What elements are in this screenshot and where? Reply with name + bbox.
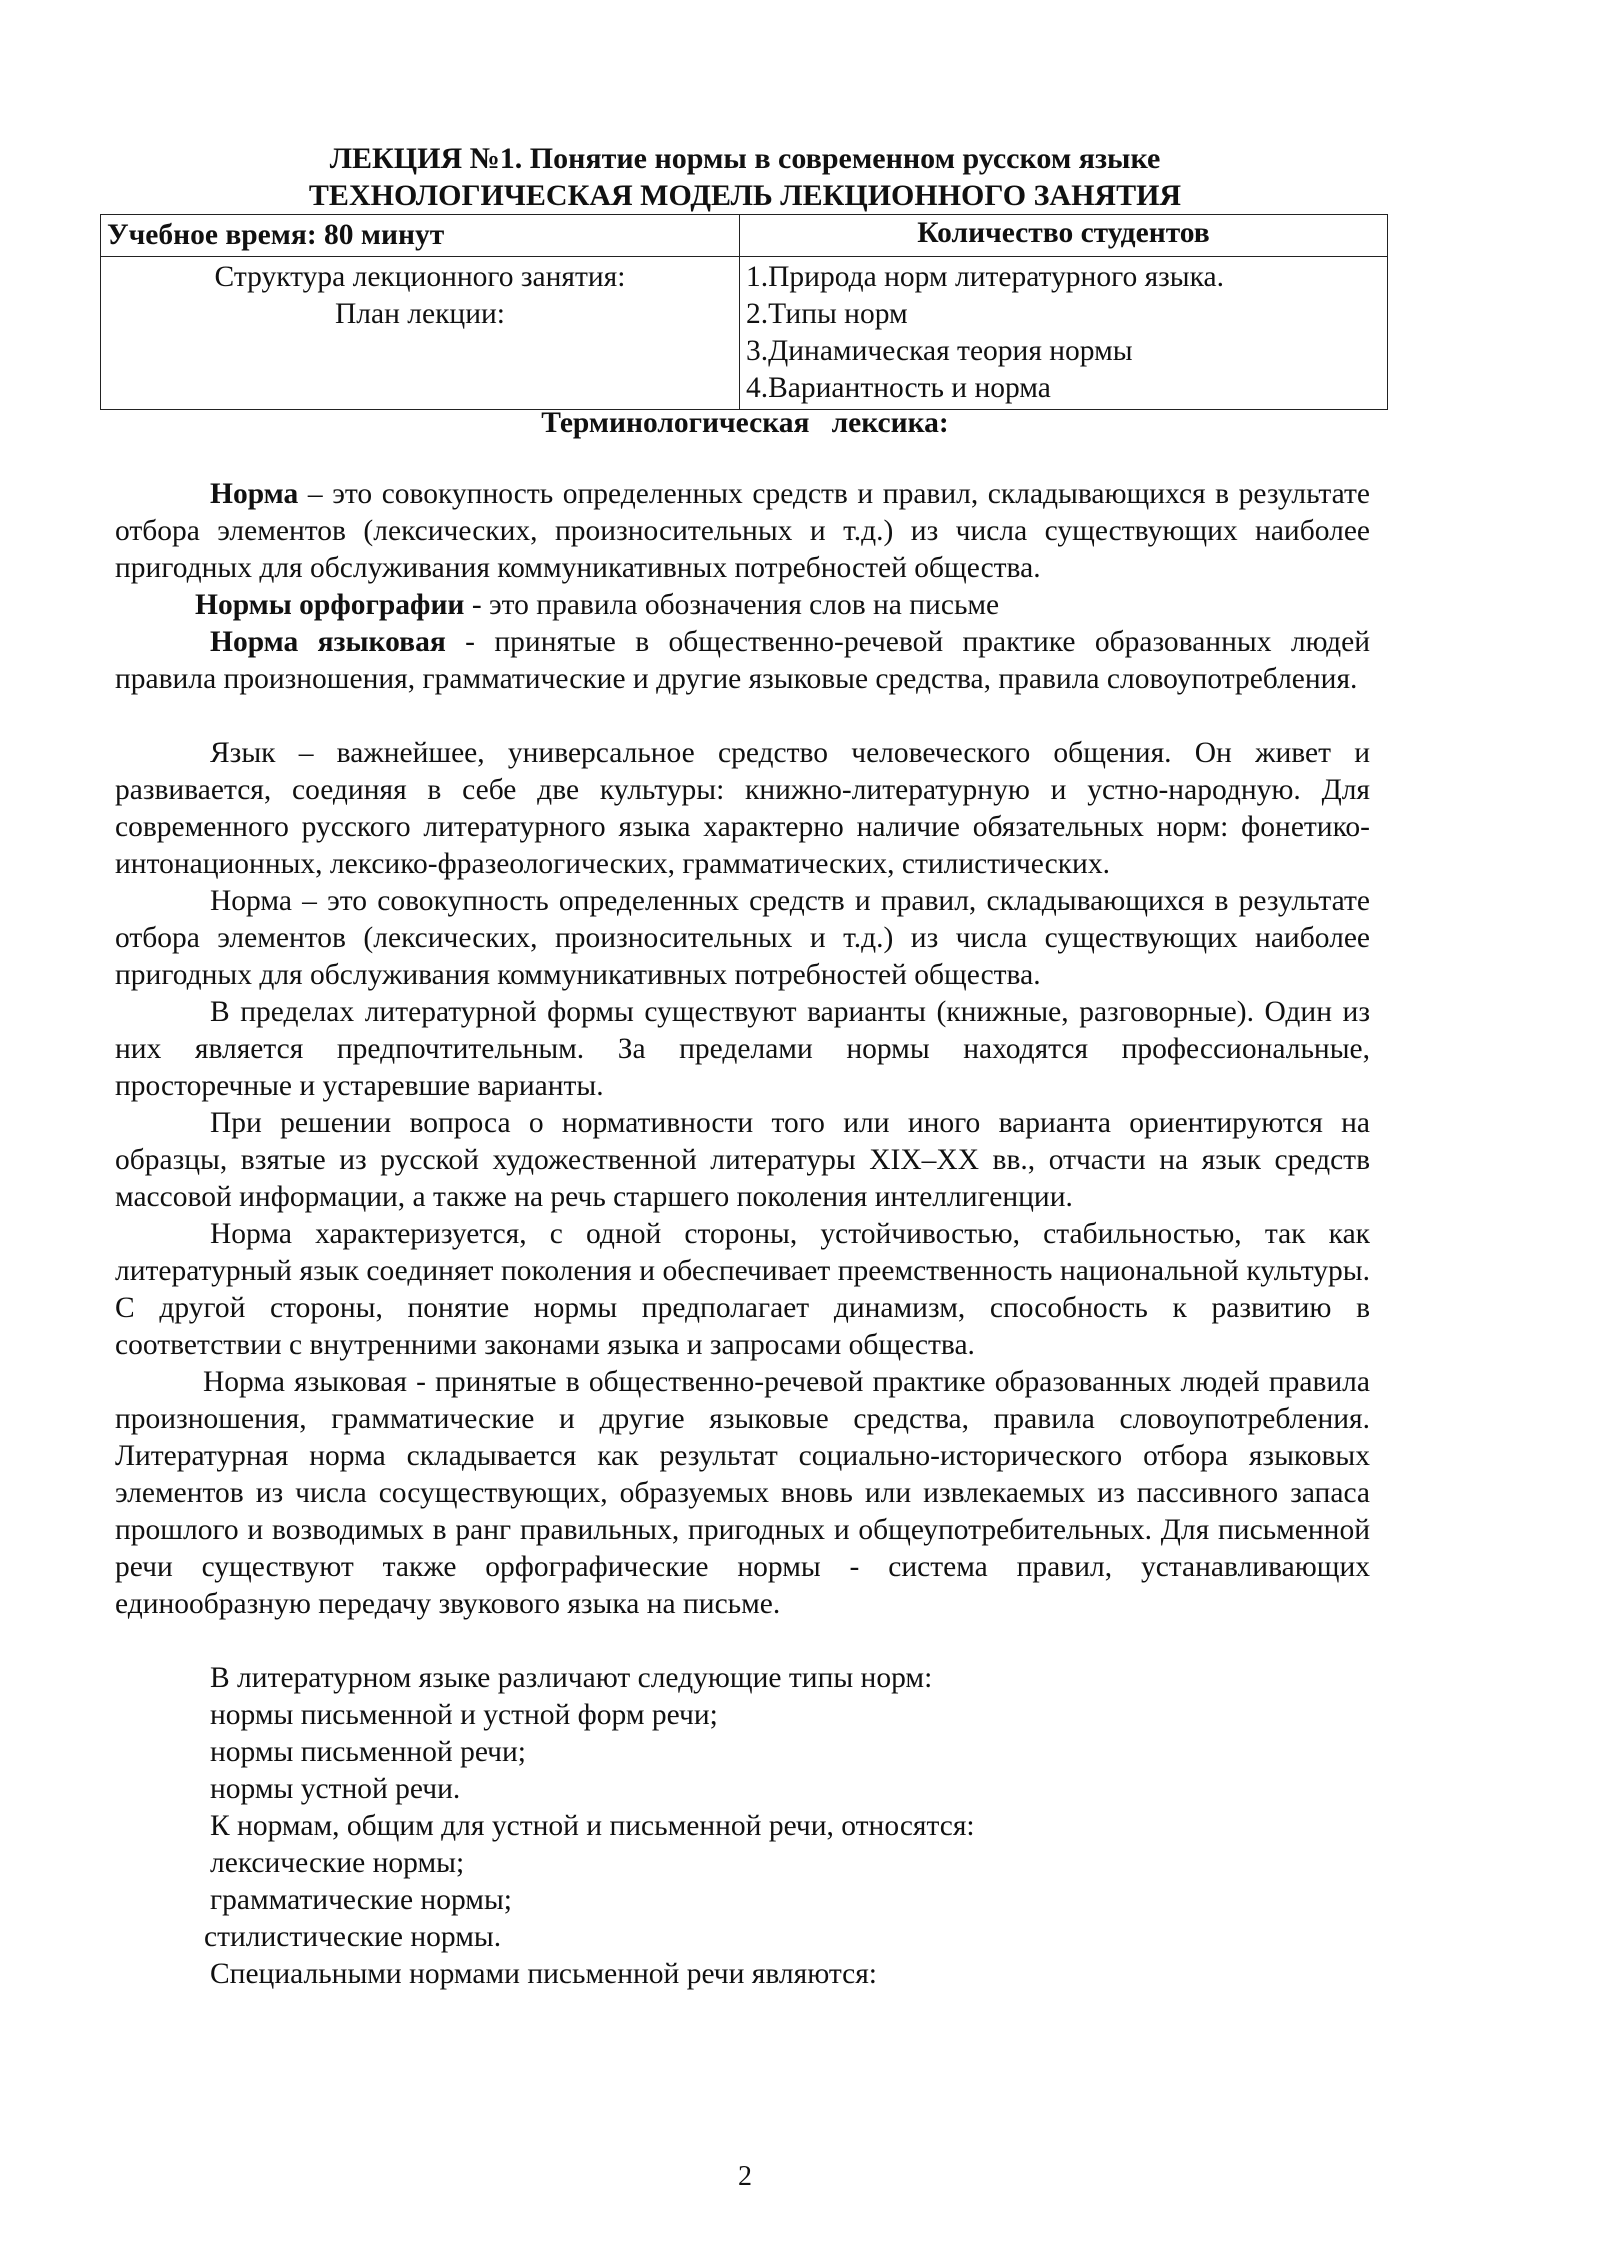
study-time-header: Учебное время: 80 минут	[101, 215, 740, 257]
list-item: лексические нормы;	[210, 1847, 465, 1879]
term-language-norm: Норма языковая	[210, 626, 446, 658]
list-item: Специальными нормами письменной речи являются:	[210, 1958, 877, 1990]
table-header-row	[101, 215, 1388, 257]
list-item: грамматические нормы;	[210, 1884, 512, 1916]
paragraph: Норма языковая - принятые в общественно-речевой практике образованных людей правила произношения, грамматические и другие языковые средства, правила словоупотребления. Литературная норма складывается как результат социально-исторического отбора языковых элементов из числа сосуществующих, образуемых вновь или извлекаемых из пассивного запаса прошлого и возводимых в ранг правильных, пригодных и общеупотребительных. Для письменной речи существуют также орфографические нормы - система правил, устанавливающих единообразную передачу звукового языка на письме.	[115, 1366, 1370, 1620]
paragraph: При решении вопроса о нормативности того или иного варианта ориентируются на образцы, взятые из русской художественной литературы XIX–XX вв., отчасти на язык средств массовой информации, а также на речь старшего поколения интеллигенции.	[115, 1107, 1370, 1213]
definition-text: - это правила обозначения слов на письме	[464, 589, 1000, 621]
list-item: стилистические нормы.	[204, 1921, 502, 1953]
paragraph: Норма характеризуется, с одной стороны, устойчивостью, стабильностью, так как литературный язык соединяет поколения и обеспечивает преемственность национальной культуры. С другой стороны, понятие нормы предполагает динамизм, способность к развитию в соответствии с внутренними законами языка и запросами общества.	[115, 1218, 1370, 1361]
lecture-title: ЛЕКЦИЯ №1. Понятие нормы в современном русском языке	[329, 142, 1161, 175]
definition-orthography	[115, 587, 1370, 624]
student-count-header: Количество студентов	[740, 215, 1388, 257]
paragraph: Норма – это совокупность определенных средств и правил, складывающихся в результате отбора элементов (лексических, произносительных и т.д.) из числа существующих наиболее пригодных для обслуживания коммуникативных потребностей общества.	[115, 885, 1370, 991]
plan-item: 4.Вариантность и норма	[746, 372, 1051, 404]
list-item: В литературном языке различают следующие типы норм:	[210, 1662, 933, 1694]
term-norm: Норма	[210, 478, 299, 510]
plan-label: План лекции:	[335, 298, 505, 330]
document-body	[115, 476, 1370, 1993]
plan-item: 3.Динамическая теория нормы	[746, 335, 1133, 367]
structure-label: Структура лекционного занятия:	[214, 261, 626, 293]
norm-types-list	[115, 1660, 1370, 1993]
plan-item: 1.Природа норм литературного языка.	[746, 261, 1224, 293]
plan-items-cell	[740, 257, 1388, 410]
lecture-model-title: ТЕХНОЛОГИЧЕСКАЯ МОДЕЛЬ ЛЕКЦИОННОГО ЗАНЯТИЯ	[308, 179, 1182, 212]
definition-norm	[115, 476, 1370, 587]
list-item: нормы устной речи.	[210, 1773, 461, 1805]
list-item: нормы письменной речи;	[210, 1736, 527, 1768]
spacer	[115, 1623, 1370, 1660]
lecture-plan-table	[100, 214, 1388, 410]
plan-item: 2.Типы норм	[746, 298, 908, 330]
definition-text: - принятые в общественно-речевой практике образованных людей правила произношения, грамматические и другие языковые средства, правила словоупотребления.	[115, 626, 1370, 695]
table-row	[101, 257, 1388, 410]
spacer	[115, 698, 1370, 735]
list-item: нормы письменной и устной форм речи;	[210, 1699, 718, 1731]
term-orthography-norms: Нормы орфографии	[195, 589, 465, 621]
list-item: К нормам, общим для устной и письменной речи, относятся:	[210, 1810, 975, 1842]
definition-text: – это совокупность определенных средств и правил, складывающихся в результате отбора элементов (лексических, произносительных и т.д.) из числа существующих наиболее пригодных для обслуживания коммуникативных потребностей общества.	[115, 478, 1370, 584]
paragraph: В пределах литературной формы существуют варианты (книжные, разговорные). Один из них является предпочтительным. За пределами нормы находятся профессиональные, просторечные и устаревшие варианты.	[115, 996, 1370, 1102]
structure-cell	[101, 257, 740, 410]
terminology-heading: Терминологическая лексика:	[541, 407, 949, 439]
paragraph: Язык – важнейшее, универсальное средство человеческого общения. Он живет и развивается, соединяя в себе две культуры: книжно-литературную и устно-народную. Для современного русского литературного языка характерно наличие обязательных норм: фонетико-интонационных, лексико-фразеологических, грамматических, стилистических.	[115, 737, 1370, 880]
definition-language-norm	[115, 624, 1370, 698]
page-number: 2	[738, 2161, 752, 2192]
